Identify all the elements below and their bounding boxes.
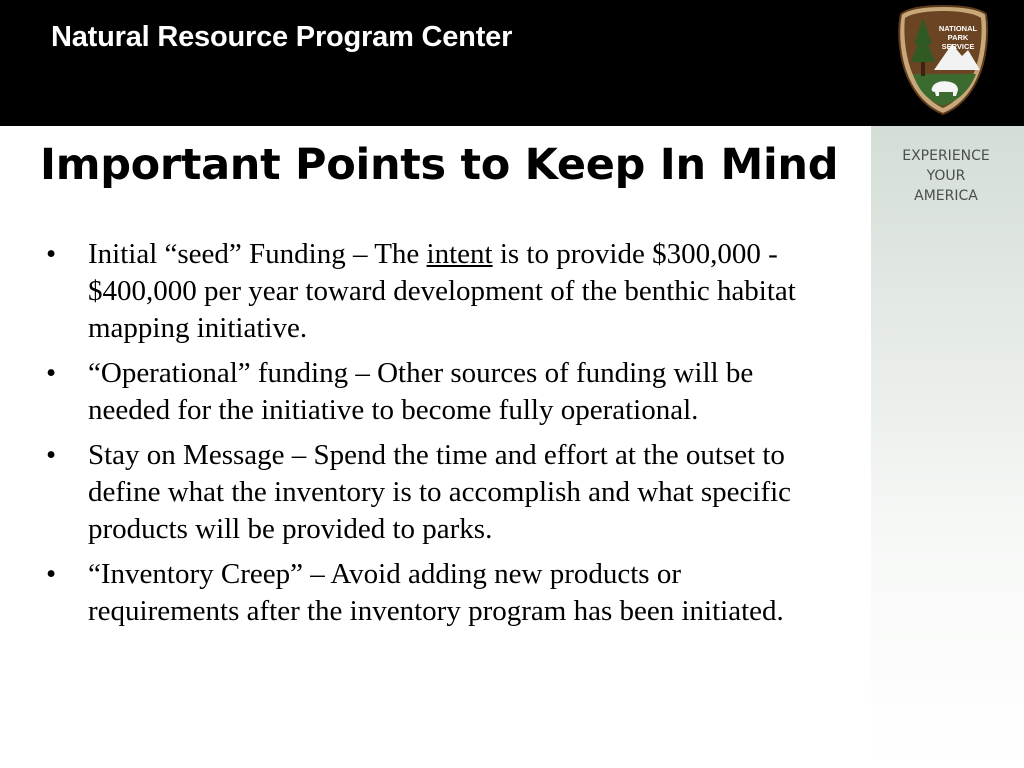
org-title: Natural Resource Program Center (51, 21, 513, 53)
tagline-line-1: EXPERIENCE (902, 148, 990, 164)
bullet-4-text: “Inventory Creep” – Avoid adding new products or requirements after the inventory program has been initiated. (88, 558, 784, 627)
slide-title: Important Points to Keep In Mind (40, 140, 839, 190)
bullet-2-text: “Operational” funding – Other sources of funding will be needed for the initiative to become fully operational. (88, 357, 754, 426)
bullet-3-text: Stay on Message – Spend the time and effort at the outset to define what the inventory is to accomplish and what specific products will be provided to parks. (88, 439, 792, 545)
bullet-1-emphasis: intent (426, 238, 493, 270)
bullet-1-pre: Initial “seed” Funding – The (88, 238, 427, 270)
nps-arrowhead-icon (898, 4, 989, 116)
bullet-dot: • (46, 439, 57, 471)
bullet-list (42, 236, 832, 638)
side-panel (871, 126, 1024, 768)
logo-text-line2: PARK (947, 33, 969, 42)
tagline-line-3: AMERICA (914, 188, 978, 204)
header-bar (0, 0, 1024, 126)
bullet-dot: • (46, 238, 57, 270)
list-item (42, 556, 832, 630)
bullet-1-post: is to provide $300,000 - $400,000 per year toward development of the benthic habitat mapping initiative. (88, 238, 796, 344)
list-item (42, 437, 832, 548)
logo-text-line1: NATIONAL (938, 24, 978, 33)
list-item (42, 236, 832, 347)
bullet-dot: • (46, 558, 57, 590)
tagline-line-2: YOUR (926, 168, 966, 184)
bullet-dot: • (46, 357, 57, 389)
logo-text-line3: SERVICE (941, 42, 975, 51)
tagline (871, 146, 1021, 206)
list-item (42, 355, 832, 429)
